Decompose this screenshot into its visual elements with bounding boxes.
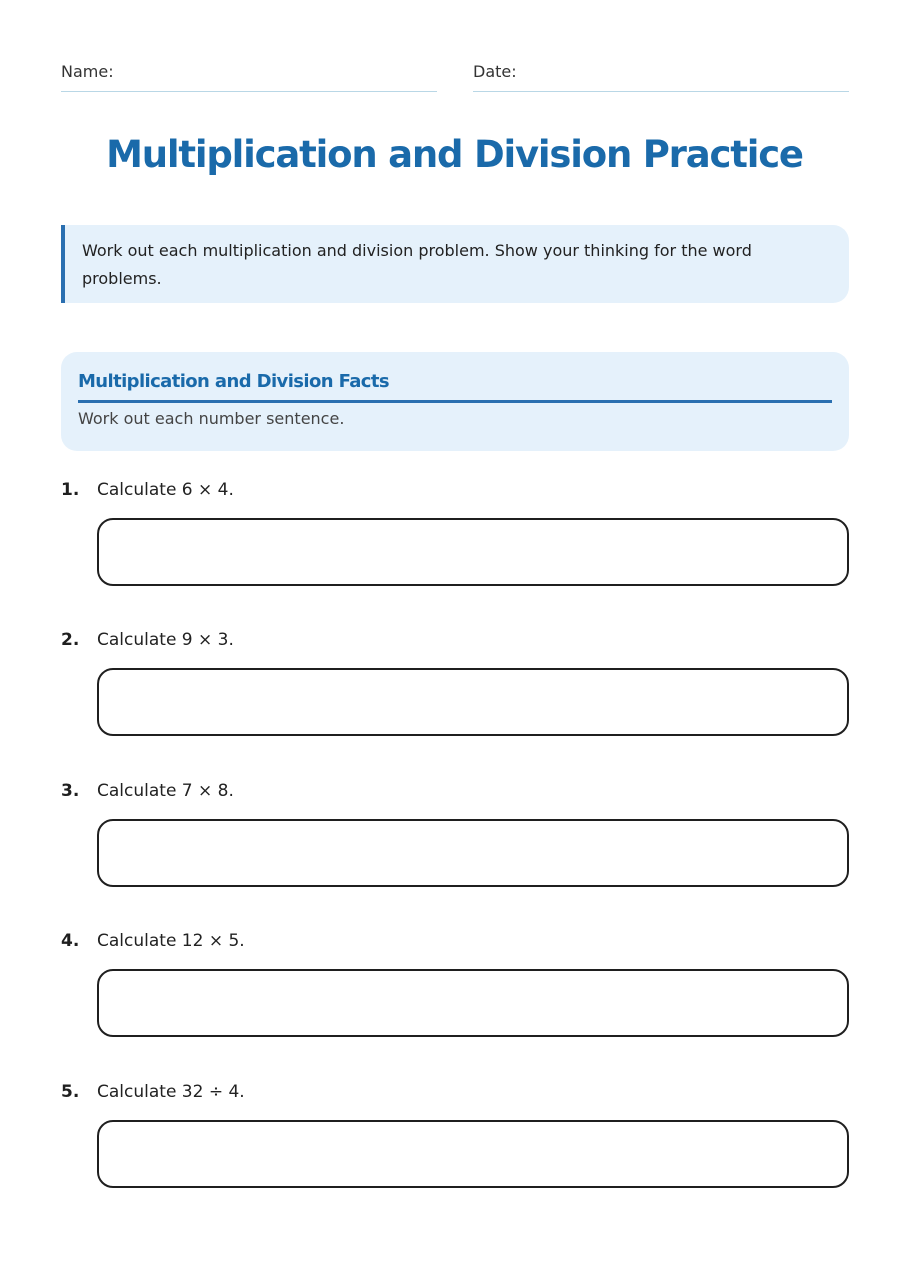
answer-box[interactable] — [97, 518, 849, 586]
answer-box[interactable] — [97, 668, 849, 736]
question-number: 5. — [61, 1082, 80, 1102]
answer-box[interactable] — [97, 819, 849, 887]
instructions-text: Work out each multiplication and division problem. Show your thinking for the word problems. — [82, 241, 752, 288]
date-field[interactable] — [473, 62, 849, 92]
page-title: Multiplication and Division Practice — [106, 133, 803, 176]
question-number: 2. — [61, 630, 80, 650]
question-text: Calculate 12 × 5. — [97, 931, 245, 951]
answer-box[interactable] — [97, 1120, 849, 1188]
answer-box[interactable] — [97, 969, 849, 1037]
name-field[interactable] — [61, 62, 437, 92]
question-text: Calculate 6 × 4. — [97, 480, 234, 500]
question-text: Calculate 7 × 8. — [97, 781, 234, 801]
header-fields — [61, 62, 849, 94]
question-number: 1. — [61, 480, 80, 500]
question-number: 4. — [61, 931, 80, 951]
instructions-panel — [61, 225, 849, 303]
date-label: Date: — [473, 62, 517, 81]
section-header — [61, 352, 849, 451]
question-text: Calculate 32 ÷ 4. — [97, 1082, 245, 1102]
name-label: Name: — [61, 62, 114, 81]
section-subtitle: Work out each number sentence. — [78, 409, 345, 428]
question-text: Calculate 9 × 3. — [97, 630, 234, 650]
question-number: 3. — [61, 781, 80, 801]
section-heading: Multiplication and Division Facts — [78, 370, 832, 403]
